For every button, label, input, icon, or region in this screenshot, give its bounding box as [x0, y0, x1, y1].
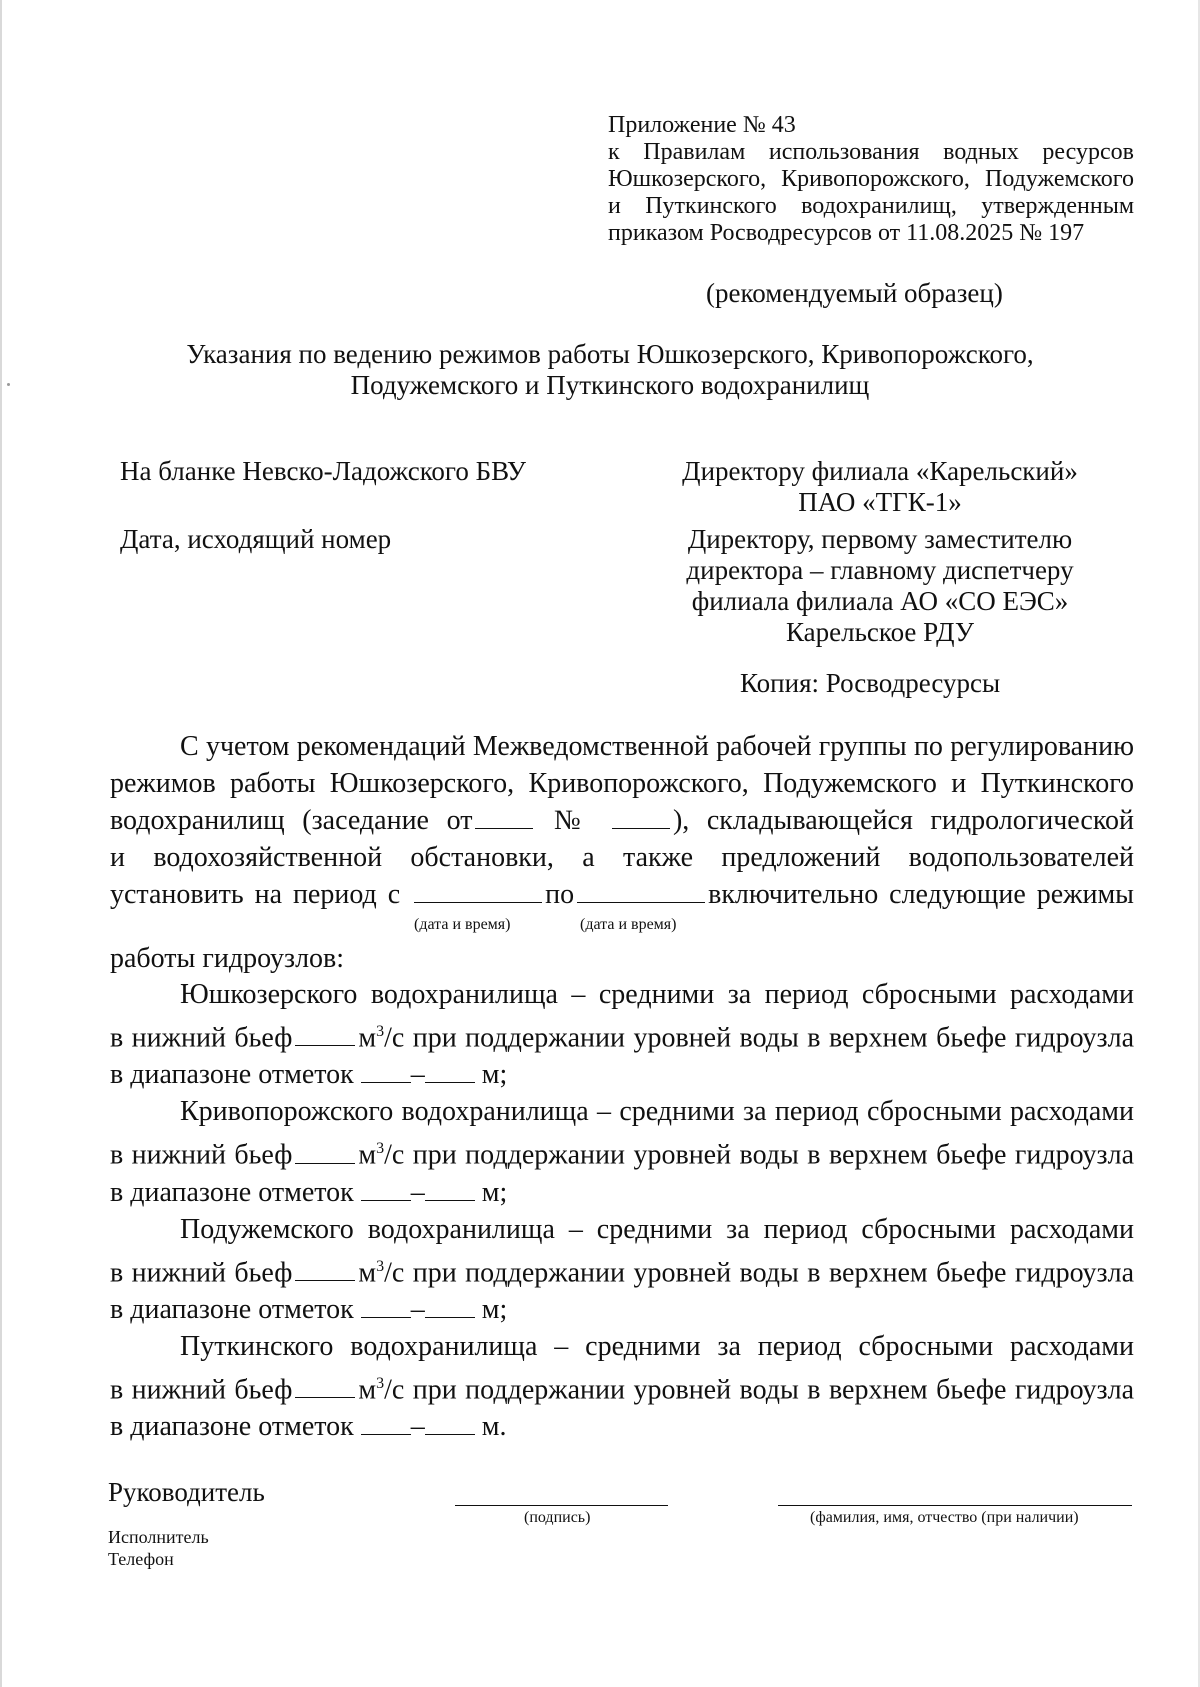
appendix-line: приказом Росводресурсов от 11.08.2025 № 197 — [608, 220, 1085, 246]
signature-head: Руководитель — [108, 1477, 265, 1507]
flow-field[interactable] — [295, 1141, 355, 1164]
level-max-field[interactable] — [425, 1178, 475, 1201]
body-fragment: № — [554, 805, 592, 836]
body-line: и водохозяйственной обстановки, а также предложений водопользователей — [110, 842, 1134, 873]
level-min-field[interactable] — [361, 1060, 411, 1083]
reservoir-flow — [110, 1248, 1134, 1291]
dash: – — [410, 1411, 425, 1443]
recipient-2 — [640, 524, 1120, 648]
body-fragment: /с при поддержании уровней воды в верхнем бьефе гидроузла — [384, 1022, 1135, 1054]
body-fragment: м; — [481, 1293, 508, 1325]
period-from-field[interactable] — [414, 880, 542, 903]
title-line: Подужемского и Путкинского водохранилищ — [350, 370, 870, 400]
unit: м — [358, 1374, 377, 1406]
reservoir-range — [110, 1291, 1134, 1328]
unit: м — [358, 1256, 377, 1288]
reservoir-flow — [110, 1013, 1134, 1056]
body-fragment: /с при поддержании уровней воды в верхнем бьефе гидроузла — [384, 1374, 1135, 1406]
level-min-field[interactable] — [361, 1178, 411, 1201]
body-text — [110, 728, 1134, 913]
reservoir-range — [110, 1056, 1134, 1093]
flow-field[interactable] — [295, 1375, 355, 1398]
recipient-line: ПАО «ТГК-1» — [798, 487, 962, 517]
reservoir-block — [110, 1328, 1134, 1445]
body-fragment: в нижний бьеф — [110, 1256, 293, 1288]
dash: – — [410, 1176, 425, 1208]
body-line: режимов работы Юшкозерского, Кривопорожского, Подужемского и Путкинского — [110, 768, 1134, 799]
reservoir-flow — [110, 1130, 1134, 1173]
unit-sup: 3 — [376, 1257, 385, 1275]
unit: м — [358, 1139, 377, 1171]
level-max-field[interactable] — [425, 1295, 475, 1318]
flow-field[interactable] — [295, 1258, 355, 1281]
body-fragment: в диапазоне отметок — [110, 1059, 354, 1091]
body-fragment: м; — [481, 1059, 508, 1091]
unit-sup: 3 — [376, 1140, 385, 1158]
reservoir-lead: Юшкозерского водохранилища – средними за период сбросными расходами — [180, 979, 1134, 1010]
period-to-field[interactable] — [577, 880, 705, 903]
body-fragment: ), складывающейся гидрологической — [672, 805, 1135, 836]
body-fragment: в нижний бьеф — [110, 1374, 293, 1406]
level-min-field[interactable] — [361, 1412, 411, 1435]
document-title — [110, 339, 1110, 401]
flow-field[interactable] — [295, 1023, 355, 1046]
hint-period-from: (дата и время) — [414, 916, 511, 933]
appendix-block — [608, 112, 1134, 247]
sample-note: (рекомендуемый образец) — [706, 278, 1003, 308]
scan-dot — [7, 383, 10, 386]
signature-line[interactable] — [455, 1505, 668, 1506]
reservoir-list — [110, 976, 1134, 1445]
recipient-1 — [640, 456, 1120, 518]
sender-date-number: Дата, исходящий номер — [120, 524, 392, 554]
copy-recipient: Копия: Росводресурсы — [740, 668, 1001, 698]
recipient-line: Директору филиала «Карельский» — [682, 456, 1078, 486]
recipient-line: Карельское РДУ — [785, 617, 975, 647]
recipient-line: филиала филиала АО «СО ЕЭС» — [691, 586, 1069, 616]
phone-label: Телефон — [108, 1549, 174, 1569]
executor-label: Исполнитель — [108, 1527, 209, 1547]
body-line — [110, 802, 1134, 839]
appendix-line: Юшкозерского, Кривопорожского, Подужемского — [608, 166, 1134, 192]
reservoir-flow — [110, 1365, 1134, 1408]
body-fragment: в нижний бьеф — [110, 1022, 293, 1054]
appendix-number: Приложение № 43 — [608, 112, 796, 138]
dash: – — [410, 1293, 425, 1325]
reservoir-lead: Подужемского водохранилища – средними за период сбросными расходами — [180, 1213, 1134, 1245]
body-fragment: включительно следующие режимы — [708, 879, 1134, 910]
level-max-field[interactable] — [425, 1060, 475, 1083]
body-line — [110, 876, 1134, 913]
recipient-line: Директору, первому заместителю — [687, 524, 1073, 554]
unit-sup: 3 — [376, 1374, 385, 1392]
body-line: С учетом рекомендаций Межведомственной рабочей группы по регулированию — [180, 731, 1134, 762]
reservoir-range — [110, 1408, 1134, 1445]
scan-edge-left — [0, 0, 2, 1687]
body-fragment: м. — [481, 1411, 507, 1443]
recipient-line: директора – главному диспетчеру — [686, 555, 1074, 585]
name-line[interactable] — [778, 1505, 1132, 1506]
sender-blank: На бланке Невско-Ладожского БВУ — [120, 456, 527, 486]
title-line: Указания по ведению режимов работы Юшкозерского, Кривопорожского, — [186, 339, 1034, 369]
body-fragment: /с при поддержании уровней воды в верхнем бьефе гидроузла — [384, 1139, 1135, 1171]
signature-hint: (подпись) — [524, 1509, 591, 1526]
body-fragment: в диапазоне отметок — [110, 1176, 354, 1208]
level-max-field[interactable] — [425, 1412, 475, 1435]
body-fragment: в диапазоне отметок — [110, 1293, 354, 1325]
unit: м — [358, 1022, 377, 1054]
body-fragment: установить на период с — [110, 879, 401, 910]
meeting-number-field[interactable] — [612, 806, 670, 829]
reservoir-lead: Кривопорожского водохранилища – средними за период сбросными расходами — [180, 1096, 1134, 1128]
reservoir-lead: Путкинского водохранилища – средними за период сбросными расходами — [180, 1330, 1134, 1362]
appendix-line: к Правилам использования водных ресурсов — [608, 139, 1134, 165]
body-line: работы гидроузлов: — [110, 943, 345, 974]
name-hint: (фамилия, имя, отчество (при наличии) — [810, 1509, 1079, 1526]
dash: – — [410, 1059, 425, 1091]
appendix-line: и Путкинского водохранилищ, утвержденным — [608, 193, 1134, 219]
reservoir-range — [110, 1174, 1134, 1211]
reservoir-block — [110, 1093, 1134, 1210]
body-fragment: водохранилищ (заседание от — [110, 805, 473, 836]
body-fragment: м; — [481, 1176, 508, 1208]
body-fragment: в диапазоне отметок — [110, 1411, 354, 1443]
unit-sup: 3 — [376, 1023, 385, 1040]
level-min-field[interactable] — [361, 1295, 411, 1318]
reservoir-block — [110, 1211, 1134, 1328]
hint-period-to: (дата и время) — [580, 916, 677, 933]
body-fragment: в нижний бьеф — [110, 1139, 293, 1171]
body-fragment: /с при поддержании уровней воды в верхнем бьефе гидроузла — [384, 1256, 1135, 1288]
body-fragment: по — [545, 879, 575, 910]
meeting-date-field[interactable] — [475, 806, 533, 829]
reservoir-block — [110, 976, 1134, 1093]
